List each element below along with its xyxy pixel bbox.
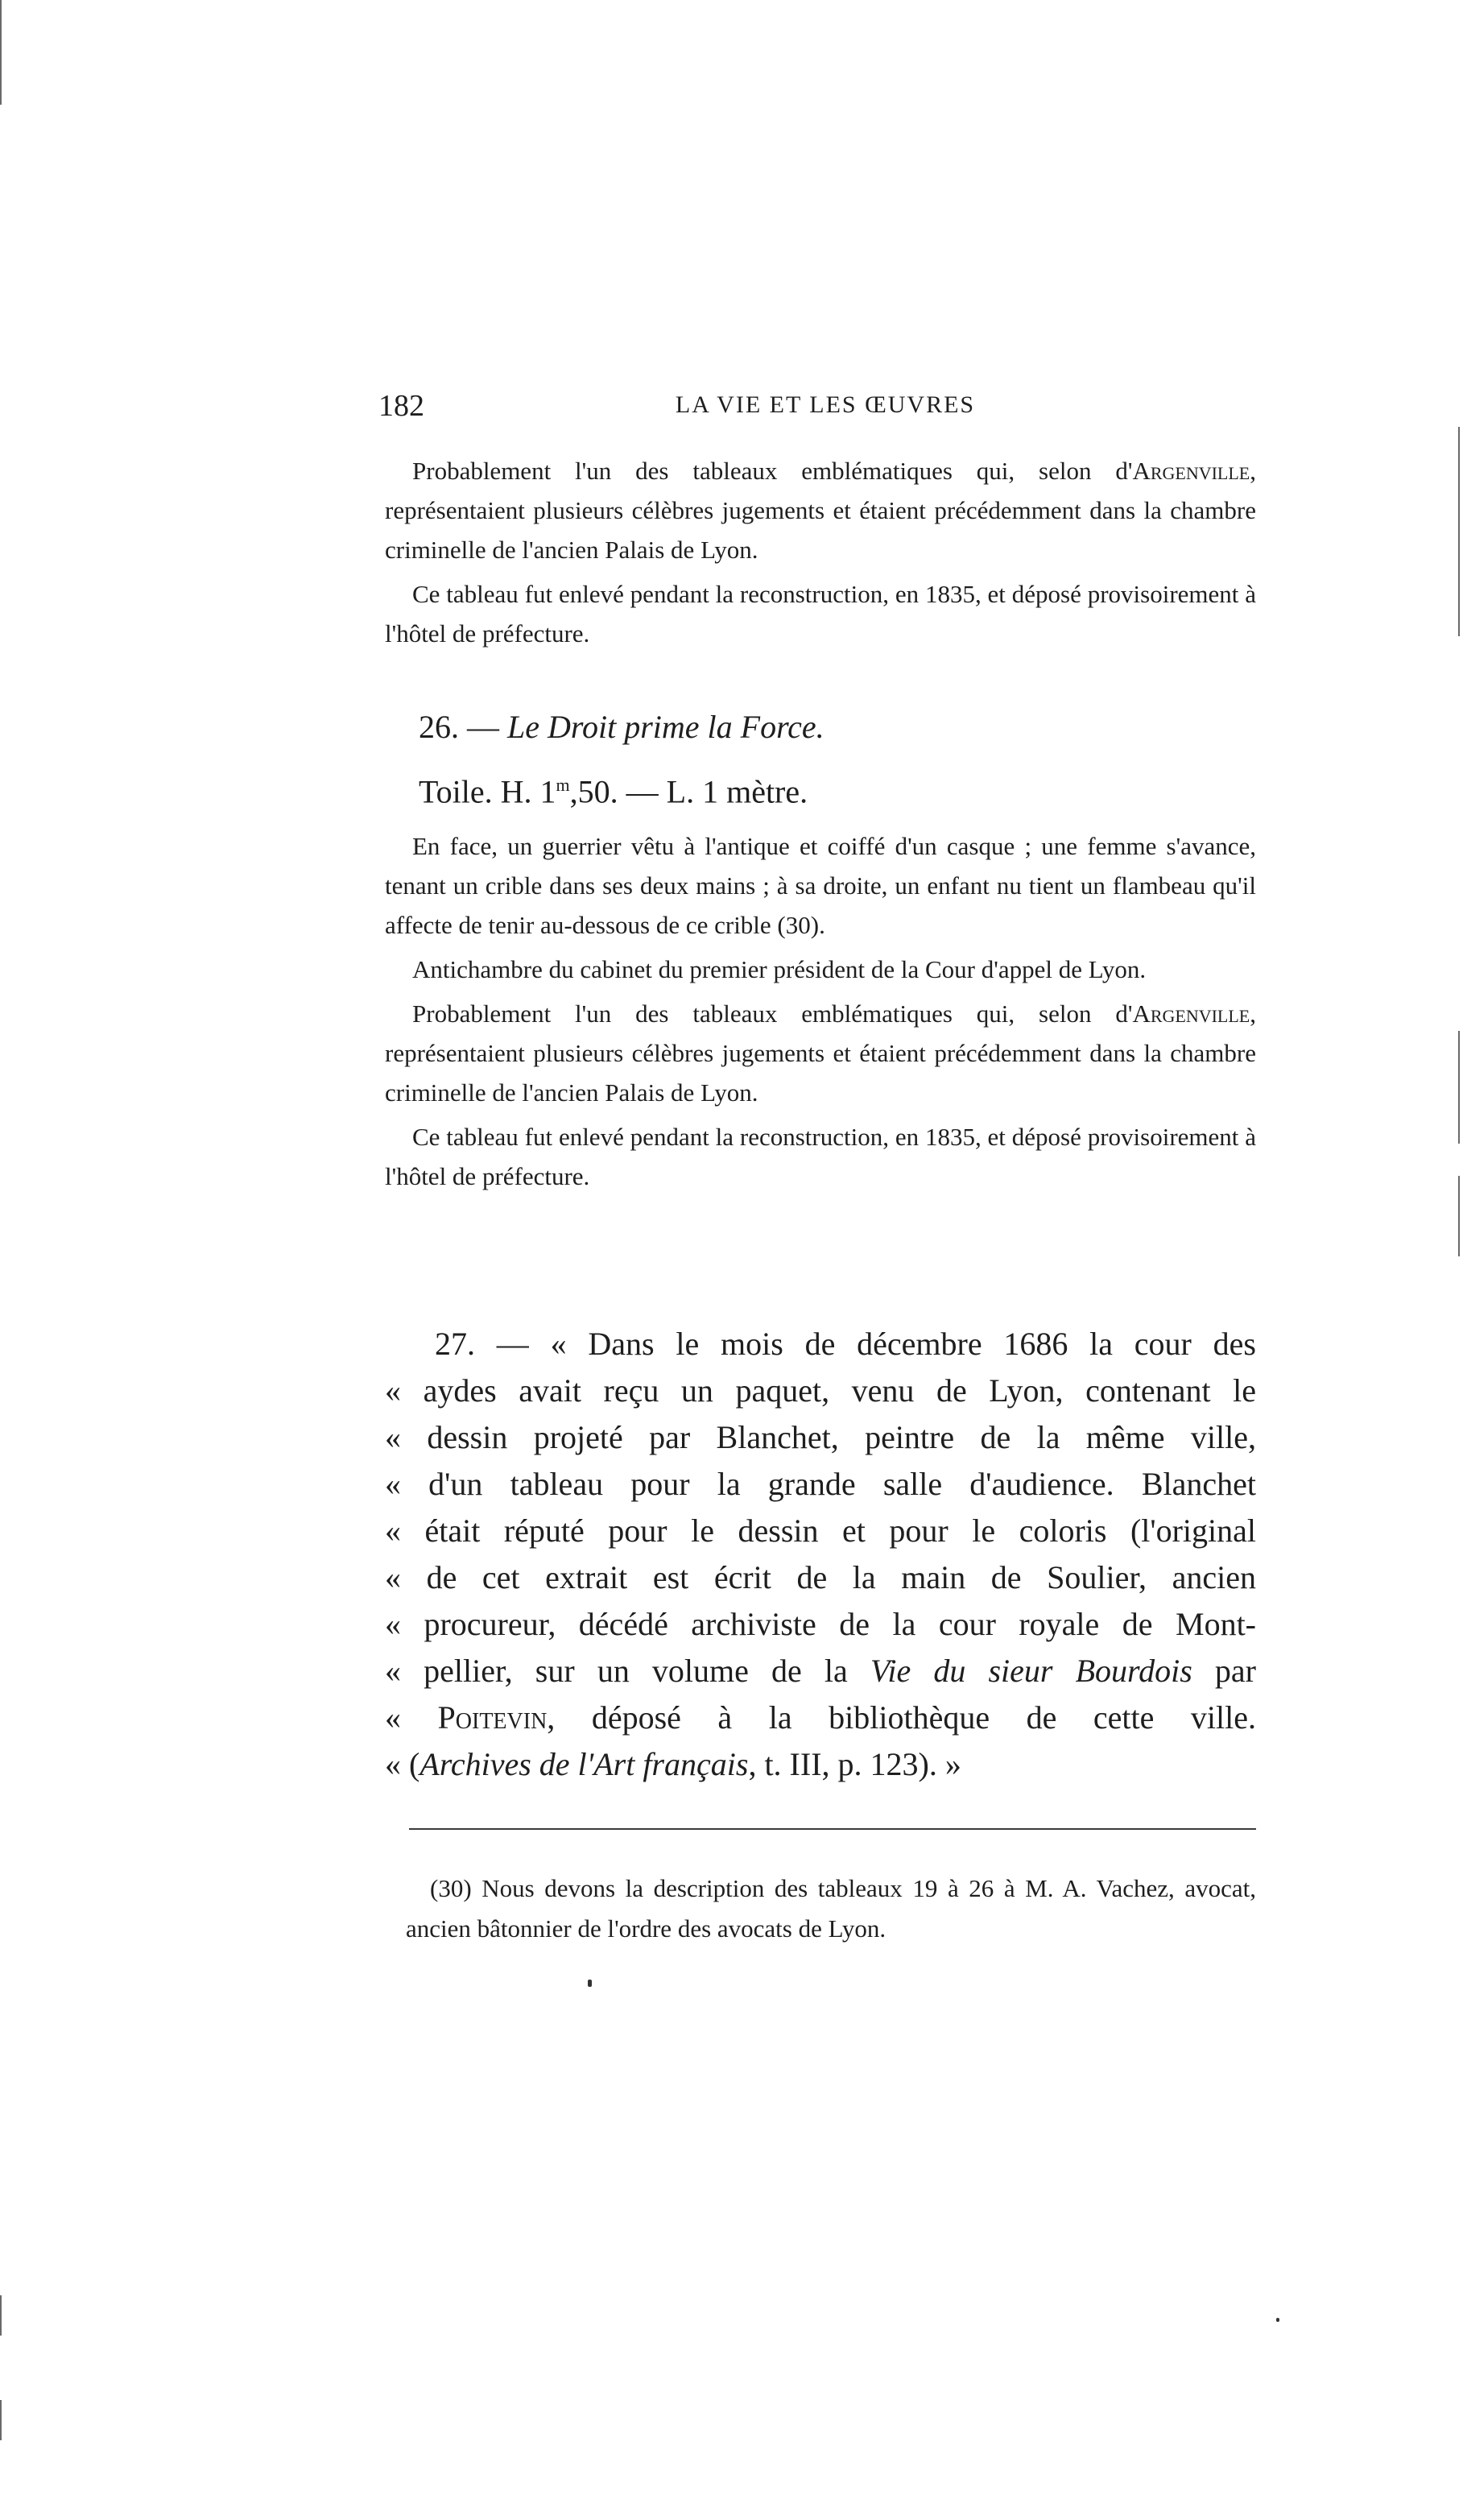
footnote-30: (30) Nous devons la description des tableaux 19 à 26 à M. A. Vachez, avocat, ancien bâtonnier de l'ordre des avocats de Lyon. — [406, 1874, 1256, 1943]
entry-26-number: 26. — — [419, 709, 507, 745]
name-argenville: Argenville — [1132, 457, 1250, 485]
quote-line: « (Archives de l'Art français, t. III, p. 123). » — [385, 1746, 961, 1782]
quote-line: « était réputé pour le dessin et pour le coloris (l'original — [385, 1512, 1256, 1549]
quote-line: « Poitevin, déposé à la bibliothèque de cette ville. — [385, 1699, 1256, 1736]
margin-scan-line — [1458, 1176, 1460, 1256]
margin-scan-line — [1458, 427, 1460, 636]
ink-speck — [1276, 2318, 1279, 2322]
margin-scan-line — [0, 0, 2, 105]
quote-line: « aydes avait reçu un paquet, venu de Lyon, contenant le — [385, 1372, 1256, 1409]
section-top — [385, 451, 1256, 658]
name-argenville: Argenville — [1132, 999, 1250, 1028]
margin-scan-line — [1458, 1031, 1460, 1144]
quote-line: « procureur, décédé archiviste de la cour royale de Mont- — [385, 1606, 1256, 1642]
page-header — [378, 388, 1272, 428]
paragraph-removal: Ce tableau fut enlevé pendant la reconstruction, en 1835, et déposé provisoirement à l'hôtel de préfecture. — [385, 580, 1256, 648]
quote-line: « de cet extrait est écrit de la main de Soulier, ancien — [385, 1559, 1256, 1595]
footnote-divider — [409, 1828, 1256, 1830]
entry-26-removal: Ce tableau fut enlevé pendant la reconstruction, en 1835, et déposé provisoirement à l'hôtel de préfecture. — [385, 1123, 1256, 1191]
quote-line: « pellier, sur un volume de la Vie du sieur Bourdois par — [385, 1653, 1256, 1689]
name-poitevin: Poitevin — [437, 1699, 548, 1736]
entry-26-attribution: Probablement l'un des tableaux emblématiques qui, selon d'Argenville, représentaient plusieurs célèbres jugements et étaient précédemment dans la chambre criminelle de l'ancien Palais de Lyon. — [385, 999, 1256, 1107]
entry-26-description: En face, un guerrier vêtu à l'antique et coiffé d'un casque ; une femme s'avance, tenant un crible dans ses deux mains ; à sa droite, un enfant nu tient un flambeau qu'il affecte de tenir au-dessous de ce crible (30). — [385, 832, 1256, 940]
quote-line: 27. — « Dans le mois de décembre 1686 la cour des — [435, 1326, 1256, 1362]
entry-27-quote — [385, 1321, 1256, 1788]
margin-scan-line — [0, 2400, 2, 2440]
entry-26-format: Toile. H. 1$^m$,50. — L. 1 mètre. — [419, 773, 808, 810]
running-head: LA VIE ET LES ŒUVRES — [675, 391, 976, 418]
quote-line: « dessin projeté par Blanchet, peintre de la même ville, — [385, 1419, 1256, 1455]
entry-26 — [385, 707, 1256, 1201]
book-title-vie-bourdois: Vie du sieur Bourdois — [870, 1653, 1192, 1689]
quote-line: « d'un tableau pour la grande salle d'audience. Blanchet — [385, 1466, 1256, 1502]
entry-26-location: Antichambre du cabinet du premier président de la Cour d'appel de Lyon. — [412, 955, 1147, 984]
entry-26-name: Le Droit prime la Force. — [507, 709, 824, 745]
entry-26-title — [385, 707, 1256, 747]
source-archives-art-francais: Archives de l'Art français — [419, 1746, 749, 1782]
paragraph-attribution: Probablement l'un des tableaux emblématiques qui, selon d'Argenville, représentaient plusieurs célèbres jugements et étaient précédemment dans la chambre criminelle de l'ancien Palais de Lyon. — [385, 457, 1256, 564]
entry-27 — [385, 1321, 1256, 1788]
footnote — [406, 1868, 1256, 1949]
margin-scan-line — [0, 2295, 2, 2336]
ink-speck — [588, 1980, 592, 1987]
page-number: 182 — [378, 389, 424, 423]
